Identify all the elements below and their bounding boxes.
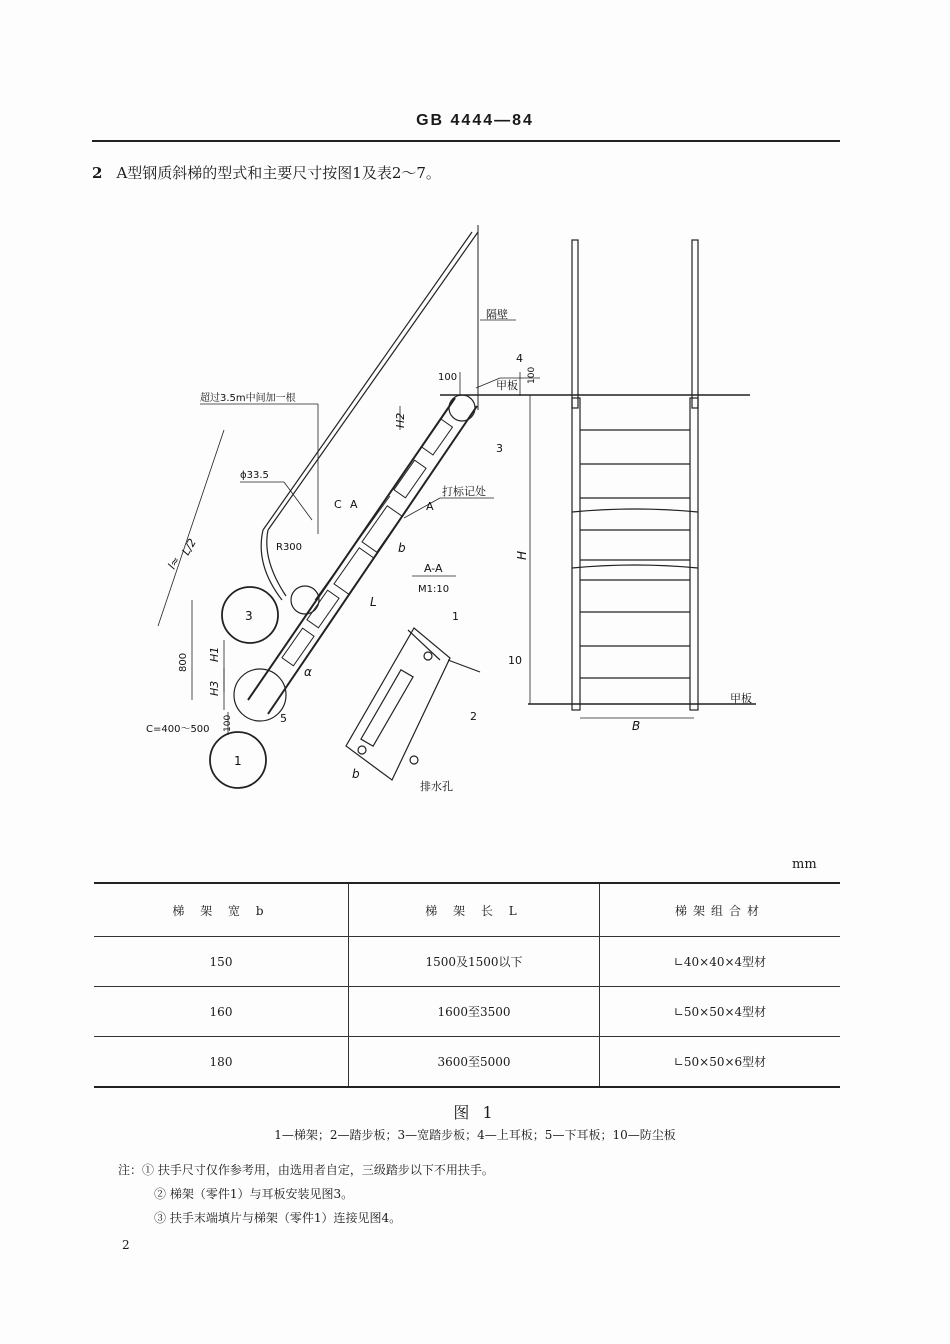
radius-label: R300 (276, 542, 303, 553)
note-item-3: ③ 扶手末端填片与梯架（零件1）连接见图4。 (154, 1211, 402, 1225)
handrail-joint (291, 586, 319, 614)
angle-alpha: α (304, 665, 312, 679)
section-title: A-A (424, 562, 443, 575)
table-header-row (94, 883, 840, 937)
header-rule (92, 140, 840, 142)
section-scale: M1:10 (418, 584, 450, 595)
dim-b-step: b (398, 541, 406, 555)
deck-plate-top-label: 甲板 (496, 379, 518, 392)
spec-table (94, 882, 840, 1088)
extra-support-note: 超过3.5m中间加一根 (200, 393, 296, 404)
standard-code: GB 4444—84 (416, 112, 534, 129)
dim-100-lower: 100 (223, 714, 233, 732)
section-mark-a1: A (350, 498, 358, 511)
parts-legend: 1—梯架；2—踏步板；3—宽踏步板；4—上耳板；5—下耳板；10—防尘板 (274, 1128, 676, 1142)
callout-4: 4 (516, 352, 523, 365)
dim-half-l: L/2 (179, 536, 200, 558)
dim-l-approx: l≈ (165, 554, 183, 572)
callout-3: 3 (496, 442, 503, 455)
upper-ear-plate (449, 395, 475, 421)
treads (282, 419, 453, 666)
cell-width: 150 (94, 937, 349, 987)
cell-material: ∟50×50×6型材 (673, 1055, 767, 1069)
dim-h1: H1 (208, 646, 221, 662)
bulkhead-label: 隔壁 (486, 308, 508, 321)
plan-view (572, 240, 698, 710)
cell-length: 3600至5000 (349, 1037, 600, 1088)
note-item-1: 注：① 扶手尺寸仅作参考用，由选用者自定，三级踏步以下不用扶手。 (118, 1163, 494, 1177)
ladder-drawing (130, 210, 770, 810)
dim-c: C=400～500 (146, 724, 210, 735)
notes-label: 注： (118, 1163, 143, 1177)
dim-800: 800 (178, 652, 189, 672)
dim-l: L (370, 595, 377, 609)
cell-length: 1500及1500以下 (349, 937, 600, 987)
dim-100-top: 100 (438, 372, 458, 383)
dim-h: H (515, 550, 529, 560)
dim-h3: H3 (208, 680, 221, 696)
page-number: 2 (122, 1238, 130, 1252)
deck-plate-bottom-label: 甲板 (730, 692, 752, 705)
dim-100-vert: 100 (527, 366, 537, 384)
callout-1: 1 (452, 610, 459, 623)
dim-h2: H2 (394, 412, 407, 428)
table-row (94, 987, 840, 1037)
figure-title: 图 1 (453, 1103, 497, 1122)
header-material: 梯架组合材 (600, 883, 841, 937)
callout-10: 10 (508, 654, 522, 667)
section-mark-a2: A (426, 500, 434, 513)
cell-length: 1600至3500 (349, 987, 600, 1037)
cell-width: 180 (94, 1037, 349, 1088)
dimension-lines (158, 320, 694, 735)
callout-2: 2 (470, 710, 477, 723)
section-mark-c: C (334, 498, 342, 511)
table-unit: mm (792, 857, 817, 872)
mark-position-label: 打标记处 (442, 485, 486, 498)
cell-material: ∟50×50×4型材 (600, 987, 841, 1037)
callout-5: 5 (280, 712, 287, 725)
clause-number: 2 (92, 164, 103, 182)
clause-2 (92, 162, 441, 183)
header-length: 梯 架 长 L (349, 883, 600, 937)
dim-b-section: b (352, 767, 360, 781)
dim-b-plan: B (632, 719, 641, 733)
header-width: 梯 架 宽 b (94, 883, 349, 937)
circle-1-label: 1 (234, 754, 242, 768)
table-row (94, 1037, 840, 1088)
table-row (94, 937, 840, 987)
section-aa (346, 628, 480, 780)
cell-width: 160 (94, 987, 349, 1037)
pipe-diameter-label: ϕ33.5 (240, 470, 269, 481)
note-item-2: ② 梯架（零件1）与耳板安装见图3。 (154, 1187, 354, 1201)
circle-3-label: 3 (245, 609, 253, 623)
clause-text: A型钢质斜梯的型式和主要尺寸按图1及表2～7。 (116, 164, 441, 182)
cell-material: ∟40×40×4型材 (600, 937, 841, 987)
notes (118, 1158, 494, 1230)
stringer (248, 398, 477, 714)
drain-hole-label: 排水孔 (420, 780, 453, 793)
lower-ear-plate (234, 669, 286, 721)
